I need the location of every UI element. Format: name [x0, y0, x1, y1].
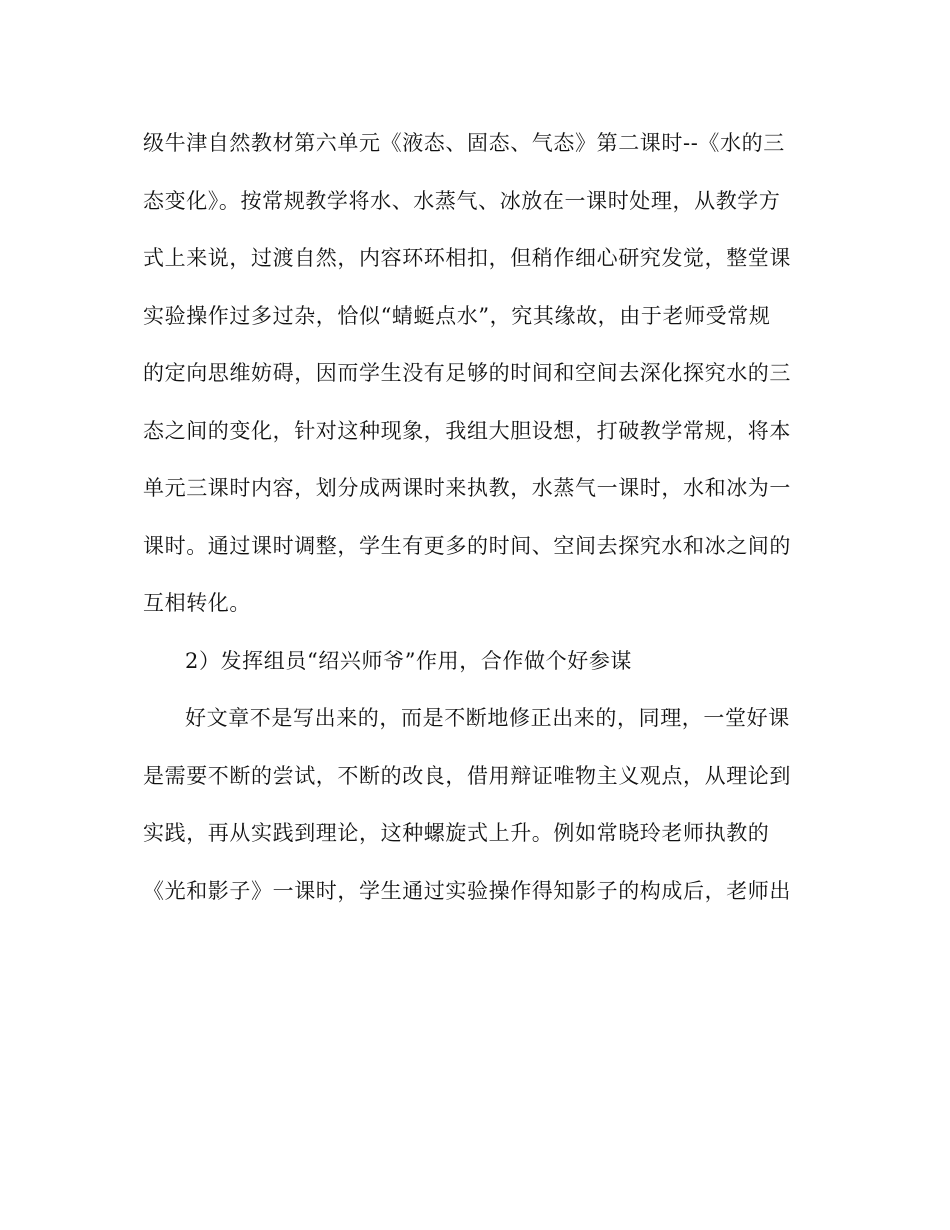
text-line: 实践，再从实践到理论，这种螺旋式上升。例如常晓玲老师执教的 — [143, 821, 770, 845]
text-line: 态之间的变化，针对这种现象，我组大胆设想，打破教学常规，将本 — [143, 418, 791, 443]
text-line: 单元三课时内容，划分成两课时来执教，水蒸气一课时，水和冰为一 — [143, 476, 791, 500]
text-line: 好文章不是写出来的，而是不断地修正出来的，同理，一堂好课 — [185, 706, 790, 730]
text-line: 课时。通过课时调整，学生有更多的时间、空间去探究水和冰之间的 — [143, 533, 791, 558]
text-line: 的定向思维妨碍，因而学生没有足够的时间和空间去深化探究水的三 — [143, 361, 791, 385]
text-line: 实验操作过多过杂，恰似“蜻蜓点水”，究其缘故，由于老师受常规 — [143, 303, 771, 328]
text-line: 态变化》。按常规教学将水、水蒸气、冰放在一课时处理，从教学方 — [143, 188, 781, 213]
text-line: 级牛津自然教材第六单元《液态、固态、气态》第二课时--《水的三 — [143, 131, 785, 155]
text-line: 《光和影子》一课时，学生通过实验操作得知影子的构成后，老师出 — [143, 878, 791, 903]
text-line: 互相转化。 — [143, 591, 251, 615]
text-line: 是需要不断的尝试，不断的改良，借用辩证唯物主义观点，从理论到 — [143, 763, 791, 788]
text-line: 式上来说，过渡自然，内容环环相扣，但稍作细心研究发觉，整堂课 — [143, 246, 791, 270]
body-text — [143, 122, 808, 927]
section-heading: 2）发挥组员“绍兴师爷”作用，合作做个好参谋 — [185, 648, 633, 673]
